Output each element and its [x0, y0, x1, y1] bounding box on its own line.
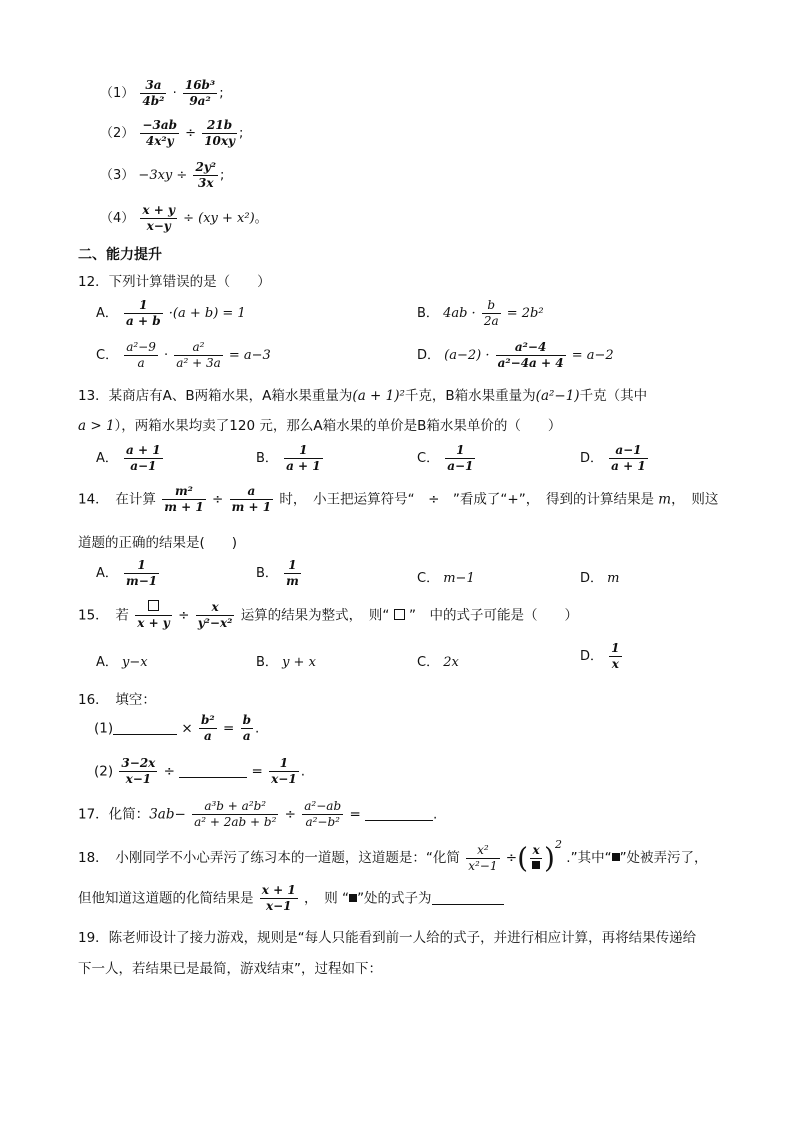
q16-stem: 16． 填空：	[78, 692, 156, 708]
expression: −3xy ÷	[138, 168, 188, 183]
option-label: B．	[256, 655, 278, 670]
fraction	[202, 118, 237, 149]
option-label: A．	[96, 306, 118, 321]
denominator: a + 1	[286, 459, 321, 473]
q15-option-a	[96, 651, 148, 670]
fraction	[260, 883, 298, 914]
fraction	[496, 340, 566, 371]
fraction	[284, 558, 301, 589]
expression: m	[607, 571, 620, 586]
denominator: m + 1	[164, 500, 204, 514]
text: 但他知道这道题的化简结果是	[78, 890, 254, 907]
denominator: x + y	[137, 616, 170, 630]
text: 时， 小王把运算符号“ ÷ ”看成了“+”， 得到的计算结果是	[279, 491, 654, 508]
fraction	[124, 298, 163, 329]
expression: ·(a + b) = 1	[168, 306, 246, 321]
part-label: (1)	[94, 720, 114, 737]
item-label: （3）	[100, 168, 135, 183]
q14-option-d	[580, 567, 619, 586]
option-label: C．	[417, 451, 440, 466]
numerator: 1	[611, 641, 620, 655]
fraction	[174, 340, 222, 371]
q19-line-1: 19．陈老师设计了接力游戏，规则是“每人只能看到前一人给的式子，并进行相应计算，再将结果传递给	[78, 930, 697, 946]
fraction	[466, 843, 499, 874]
text: 15． 若	[78, 607, 129, 624]
numerator: x²	[466, 843, 499, 859]
expression: = a−3	[228, 348, 271, 363]
fraction	[230, 484, 273, 515]
q16-part-1	[94, 713, 259, 744]
punct: .	[254, 720, 260, 737]
punct: 。	[254, 211, 268, 226]
item-label: （2）	[100, 126, 135, 141]
q15-option-d	[580, 641, 624, 672]
q16-part-2	[94, 756, 305, 787]
expression: y−x	[122, 655, 148, 670]
fraction	[140, 78, 166, 109]
item-label: （1）	[100, 86, 135, 101]
denominator: x²−1	[468, 858, 498, 873]
operator: ÷	[212, 491, 224, 508]
q12-option-b	[417, 298, 544, 329]
answer-blank[interactable]	[179, 763, 247, 778]
denominator: x−1	[271, 772, 297, 786]
blank-box-icon	[148, 600, 159, 611]
q14-option-c	[417, 567, 475, 586]
numerator: 16b³	[184, 78, 216, 92]
denominator: x−y	[146, 219, 171, 233]
operator: ÷	[178, 607, 190, 624]
operator: ·	[164, 348, 169, 363]
text: .”其中“	[566, 850, 612, 866]
expression: (a²−1)	[535, 388, 580, 404]
q12-option-c	[96, 340, 271, 371]
numerator: 1	[124, 558, 159, 574]
denominator: a² + 2ab + b²	[194, 815, 277, 829]
q18-line-2	[78, 883, 504, 914]
exponent: 2	[554, 838, 562, 851]
denominator: x	[611, 657, 619, 671]
punct: .	[300, 763, 306, 780]
denominator: a−1	[130, 459, 157, 473]
option-label: B．	[417, 306, 439, 321]
text: 千克（其中	[579, 388, 648, 404]
numerator: 1	[284, 558, 301, 574]
fraction	[193, 160, 218, 191]
fraction	[124, 558, 159, 589]
expression: (a + 1)²	[352, 388, 405, 404]
denominator: x−1	[265, 899, 292, 913]
denominator: y²−x²	[197, 616, 233, 630]
fraction	[124, 443, 163, 474]
denominator: a	[242, 729, 251, 743]
fraction	[162, 484, 205, 515]
expression: 2x	[443, 655, 459, 670]
denominator: 4x²y	[145, 134, 174, 148]
answer-blank[interactable]	[365, 806, 433, 821]
numerator: x	[196, 600, 235, 616]
option-label: A．	[96, 655, 118, 670]
option-label: C．	[417, 655, 440, 670]
q15-option-c	[417, 651, 459, 670]
denominator: a	[137, 356, 145, 370]
denominator: a−1	[447, 459, 474, 473]
expression: ÷ (xy + x²)	[183, 211, 255, 226]
q12-stem: 12．下列计算错误的是（ ）	[78, 274, 271, 290]
punct: .	[433, 806, 438, 823]
numerator: m²	[162, 484, 205, 500]
numerator: b	[482, 298, 501, 314]
operator: =	[251, 763, 263, 780]
expression: (a−2) ·	[444, 348, 490, 363]
numerator: b²	[201, 713, 215, 727]
expression: y + x	[282, 655, 316, 670]
right-paren: )	[544, 841, 555, 875]
denominator: a²−b²	[305, 815, 340, 829]
punct: ;	[239, 126, 244, 141]
numerator: b	[242, 713, 251, 727]
operator: ÷	[505, 850, 518, 866]
option-label: A．	[96, 566, 118, 581]
option-label: D．	[417, 348, 441, 363]
q14-line-1	[78, 484, 718, 515]
blank-box-icon	[394, 609, 405, 620]
left-paren: (	[517, 841, 529, 875]
fraction	[284, 443, 323, 474]
smudge-square-icon	[349, 894, 357, 902]
expression: m	[658, 491, 672, 508]
expression: 3ab−	[149, 806, 186, 823]
q13-line-1	[78, 384, 647, 404]
numerator: x + y	[142, 203, 175, 217]
text: 13．某商店有A、B两箱水果，A箱水果重量为	[78, 388, 353, 404]
text: 14． 在计算	[78, 491, 156, 508]
text: 运算的结果为整式， 则“	[240, 607, 390, 624]
numerator: a²−9	[126, 340, 156, 354]
q13-option-a	[96, 443, 165, 474]
denominator: a	[203, 729, 212, 743]
numerator: 21b	[202, 118, 237, 134]
denominator: 9a²	[189, 94, 211, 108]
denominator: x−1	[125, 772, 152, 786]
denominator: a + b	[126, 314, 161, 328]
text: 17．化简：	[78, 806, 150, 823]
fraction	[302, 799, 343, 830]
p11-item-2	[100, 118, 243, 149]
text: ”处的式子为	[357, 890, 432, 907]
text: 18． 小刚同学不小心弄污了练习本的一道题，这道题是：“化简	[78, 850, 460, 866]
p11-item-1	[100, 78, 224, 109]
text: ”处被弄污了，	[619, 850, 708, 866]
fraction	[609, 443, 648, 474]
option-label: D．	[580, 451, 604, 466]
numerator	[135, 600, 172, 616]
numerator: a²−ab	[304, 799, 342, 813]
denominator: 2a	[483, 314, 499, 328]
option-label: A．	[96, 451, 118, 466]
option-label: D．	[580, 649, 604, 664]
expression: 4ab ·	[443, 306, 476, 321]
numerator: 1	[445, 443, 475, 459]
fraction	[199, 713, 217, 744]
option-label: C．	[96, 348, 119, 363]
punct: ;	[220, 168, 225, 183]
expression: = 2b²	[506, 306, 544, 321]
q15-option-b	[256, 651, 316, 670]
numerator: a−1	[609, 443, 648, 459]
q19-line-2: 下一人，若结果已是最简，游戏结束”，过程如下：	[78, 961, 382, 977]
denominator: a²−4a + 4	[497, 356, 564, 370]
operator: ÷	[185, 126, 197, 141]
fraction	[140, 118, 179, 149]
numerator: a + 1	[126, 443, 161, 457]
answer-blank[interactable]	[432, 890, 504, 905]
q13-option-d	[580, 443, 650, 474]
denominator: 10xy	[204, 134, 236, 148]
text: ， 则这	[671, 491, 719, 508]
denominator: m−1	[126, 574, 158, 588]
punct: ;	[219, 86, 224, 101]
fraction	[183, 78, 217, 109]
fraction	[609, 641, 621, 672]
smudge-square-icon	[532, 861, 540, 869]
fraction	[135, 600, 172, 631]
operator: ÷	[284, 806, 296, 823]
part-label: (2)	[94, 763, 114, 780]
denominator: 3x	[197, 176, 214, 190]
option-label: B．	[256, 566, 278, 581]
q14-option-b	[256, 558, 303, 589]
operator: ÷	[163, 763, 175, 780]
numerator: a²−4	[496, 340, 566, 356]
q12-option-a	[96, 298, 246, 329]
fraction	[241, 713, 253, 744]
fraction	[140, 203, 177, 234]
operator: ·	[172, 86, 177, 101]
q17-line	[78, 799, 437, 830]
expression: = a−2	[571, 348, 614, 363]
item-label: （4）	[100, 211, 135, 226]
denominator: m + 1	[231, 500, 272, 514]
section-heading: 二、能力提升	[78, 247, 162, 263]
expression: a > 1	[78, 418, 115, 434]
fraction	[196, 600, 235, 631]
text: ” 中的式子可能是（ ）	[409, 607, 579, 624]
numerator: x	[530, 843, 542, 859]
text: ， 则 “	[304, 890, 350, 907]
option-label: B．	[256, 451, 278, 466]
q13-option-c	[417, 443, 477, 474]
expression: m−1	[443, 571, 475, 586]
p11-item-4	[100, 203, 268, 234]
fraction	[530, 843, 542, 874]
numerator: 1	[284, 443, 323, 459]
q12-option-d	[417, 340, 614, 371]
q14-option-a	[96, 558, 161, 589]
q14-line-2: 道题的正确的结果是( )	[78, 535, 238, 551]
denominator: 4b²	[142, 94, 165, 108]
numerator: x + 1	[261, 883, 296, 897]
operator: =	[222, 720, 235, 737]
fraction	[124, 340, 158, 371]
fraction	[269, 756, 299, 787]
q18-line-1	[78, 838, 708, 875]
denominator: a² + 3a	[176, 356, 221, 370]
option-label: D．	[580, 571, 604, 586]
numerator: −3ab	[142, 118, 177, 132]
fraction	[192, 799, 278, 830]
text: ），两箱水果均卖了120 元，那么A箱水果的单价是B箱水果单价的（ ）	[114, 418, 562, 434]
denominator: a + 1	[611, 459, 646, 473]
p11-item-3	[100, 160, 224, 191]
fraction	[119, 756, 157, 787]
numerator: a²	[174, 340, 222, 356]
numerator: 1	[269, 756, 299, 772]
operator: ×	[181, 720, 193, 737]
numerator: 1	[124, 298, 163, 314]
numerator: 2y²	[195, 160, 217, 174]
numerator: 3−2x	[121, 756, 156, 770]
numerator: a	[230, 484, 273, 500]
q15-line	[78, 600, 578, 631]
smudge-square-icon	[612, 853, 620, 861]
operator: =	[349, 806, 361, 823]
numerator: a³b + a²b²	[192, 799, 278, 815]
fraction	[482, 298, 501, 329]
denominator	[530, 859, 542, 874]
numerator: 3a	[140, 78, 166, 94]
denominator: m	[286, 574, 299, 588]
fraction	[445, 443, 475, 474]
q13-option-b	[256, 443, 325, 474]
option-label: C．	[417, 571, 440, 586]
text: 千克，B箱水果重量为	[404, 388, 536, 404]
answer-blank[interactable]	[113, 720, 177, 735]
q13-line-2	[78, 414, 561, 434]
